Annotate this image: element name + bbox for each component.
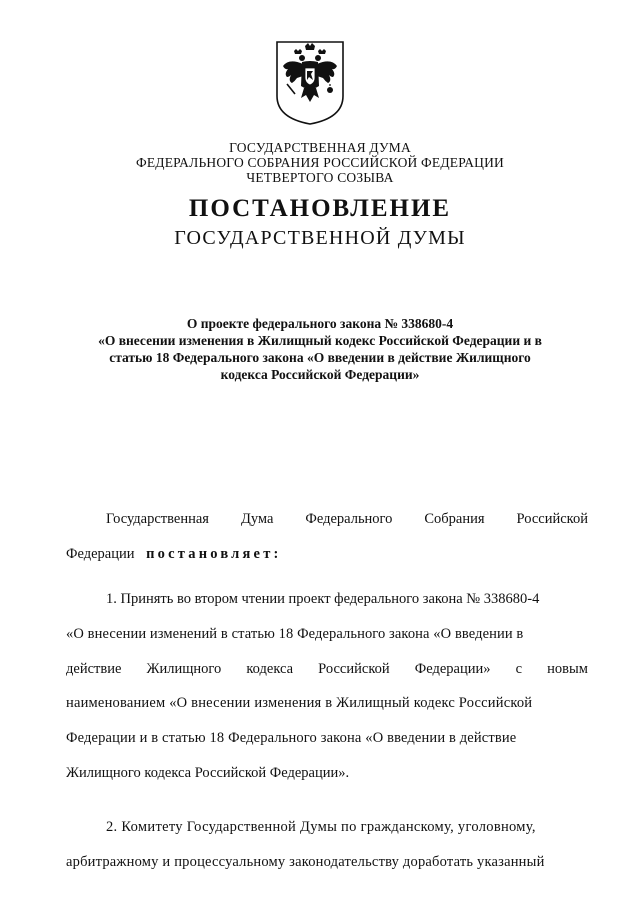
preamble-line-2 bbox=[66, 545, 588, 563]
item-1-line: 1. Принять во втором чтении проект федерального закона № 338680-4 bbox=[106, 591, 540, 607]
item-1-line: «О внесении изменений в статью 18 Федерального закона «О введении в bbox=[66, 626, 524, 642]
preamble-verb: постановляет: bbox=[146, 546, 282, 562]
preamble-word: Российской bbox=[516, 511, 588, 527]
subject-line: кодекса Российской Федерации» bbox=[220, 367, 420, 382]
item-1-line: Жилищного кодекса Российской Федерации». bbox=[66, 765, 350, 781]
item-2-line: 2. Комитету Государственной Думы по гражданскому, уголовному, bbox=[106, 819, 536, 835]
item-1-word: действие bbox=[66, 661, 122, 677]
org-name-line-2: ФЕДЕРАЛЬНОГО СОБРАНИЯ РОССИЙСКОЙ ФЕДЕРАЦИИ bbox=[136, 155, 504, 170]
preamble-line-1 bbox=[106, 510, 588, 528]
document-subject bbox=[60, 315, 580, 383]
item-1-word: Федерации» bbox=[414, 661, 491, 677]
convocation-line: ЧЕТВЕРТОГО СОЗЫВА bbox=[246, 170, 394, 185]
subject-line: О проекте федерального закона № 338680-4 bbox=[186, 316, 454, 331]
document-type-title: ПОСТАНОВЛЕНИЕ bbox=[188, 195, 452, 222]
item-1-word: Российской bbox=[318, 661, 390, 677]
item-1-line bbox=[66, 660, 588, 678]
subject-line: «О внесении изменения в Жилищный кодекс Российской Федерации и в bbox=[98, 333, 542, 348]
item-1-word: кодекса bbox=[246, 661, 294, 677]
document-type-subtitle: ГОСУДАРСТВЕННОЙ ДУМЫ bbox=[174, 227, 466, 249]
item-2-line: арбитражному и процессуальному законодательству доработать указанный bbox=[66, 854, 545, 870]
item-1-word: новым bbox=[547, 661, 588, 677]
org-name-line-1: ГОСУДАРСТВЕННАЯ ДУМА bbox=[229, 140, 411, 155]
subject-line: статью 18 Федерального закона «О введении в действие Жилищного bbox=[109, 350, 531, 365]
item-1-word: с bbox=[515, 661, 523, 677]
item-1-word: Жилищного bbox=[146, 661, 222, 677]
preamble-word: Государственная bbox=[106, 511, 209, 527]
preamble-word: Федерации bbox=[66, 546, 135, 562]
preamble-word: Собрания bbox=[424, 511, 485, 527]
russian-coat-of-arms-icon bbox=[275, 40, 345, 126]
item-1-line: Федерации и в статью 18 Федерального закона «О введении в действие bbox=[66, 730, 517, 746]
preamble-word: Федерального bbox=[305, 511, 393, 527]
preamble-word: Дума bbox=[240, 511, 274, 527]
item-1-line: наименованием «О внесении изменения в Жилищный кодекс Российской bbox=[66, 695, 533, 711]
